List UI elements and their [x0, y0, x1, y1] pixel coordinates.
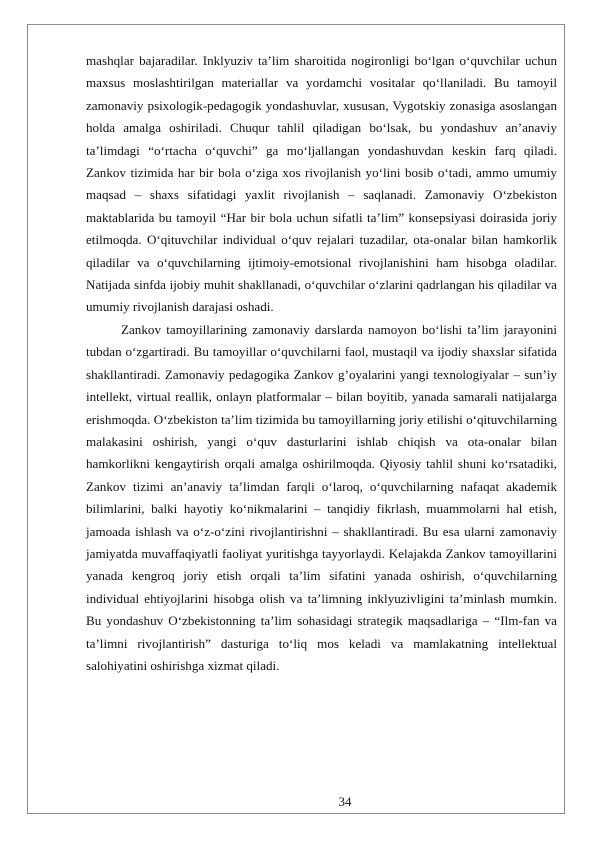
paragraph-2: Zankov tamoyillarining zamonaviy darslarda namoyon bo‘lishi ta’lim jarayonini tubdan o‘zgartiradi. Bu tamoyillar o‘quvchilarni faol, mustaqil va ijodiy shaxslar sifatida shakllantiradi. Zamonaviy pedagogika Zankov g’oyalarini yangi texnologiyalar – sun’iy intellekt, virtual reallik, onlayn platformalar – bilan boyitib, yanada samarali natijalarga erishmoqda. O‘zbekiston ta’lim tizimida bu tamoyillarning joriy etilishi o‘qituvchilarning malakasini oshirish, yangi o‘quv dasturlarini ishlab chiqish va ota-onalar bilan hamkorlikni kengaytirish orqali amalga oshirilmoqda. Qiyosiy tahlil shuni ko‘rsatadiki, Zankov tizimi an’anaviy ta’limdan farqli o‘laroq, o‘quvchilarning nafaqat akademik bilimlarini, balki hayotiy ko‘nikmalarini – tanqidiy fikrlash, muammolarni hal etish, jamoada ishlash va o‘z-o‘zini rivojlantirishni – shakllantiradi. Bu esa ularni zamonaviy jamiyatda muvaffaqiyatli faoliyat yuritishga tayyorlaydi. Kelajakda Zankov tamoyillarini yanada kengroq joriy etish orqali ta’lim sifatini yanada oshirish, o‘quvchilarning individual ehtiyojlarini hisobga olish va ta’limning inklyuzivligini ta’minlash mumkin. Bu yondashuv O‘zbekistonning ta’lim sohasidagi strategik maqsadlariga – “Ilm-fan va ta’limni rivojlantirish” dasturiga to‘liq mos keladi va mamlakatning intellektual salohiyatini oshirishga xizmat qiladi. — [86, 321, 557, 673]
document-body — [86, 50, 557, 677]
page-number: 34 — [338, 794, 352, 809]
paragraph-1: mashqlar bajaradilar. Inklyuziv ta’lim sharoitida nogironligi bo‘lgan o‘quvchilar uchun maxsus moslashtirilgan materiallar va yordamchi vositalar qo‘llaniladi. Bu tamoyil zamonaviy psixologik-pedagogik yondashuvlar, xususan, Vygotskiy zonasiga asoslangan holda amalga oshiriladi. Chuqur tahlil qiladigan bo‘lsak, bu yondashuv an’anaviy ta’limdagi “o‘rtacha o‘quvchi” ga mo‘ljallangan yondashuvdan keskin farq qiladi. Zankov tizimida har bir bola o‘ziga xos rivojlanish yo‘lini bosib o‘tadi, ammo umumiy maqsad – shaxs sifatidagi yaxlit rivojlanish – saqlanadi. Zamonaviy O‘zbekiston maktablarida bu tamoyil “Har bir bola uchun sifatli ta’lim” konsepsiyasi doirasida joriy etilmoqda. O‘qituvchilar individual o‘quv rejalari tuzadilar, ota-onalar bilan hamkorlik qiladilar va o‘quvchilarning ijtimoiy-emotsional rivojlanishini ham hisobga oladilar. Natijada sinfda ijobiy muhit shakllanadi, o‘quvchilar o‘zlarini qadrlangan his qiladilar va umumiy rivojlanish darajasi oshadi. — [86, 53, 557, 315]
